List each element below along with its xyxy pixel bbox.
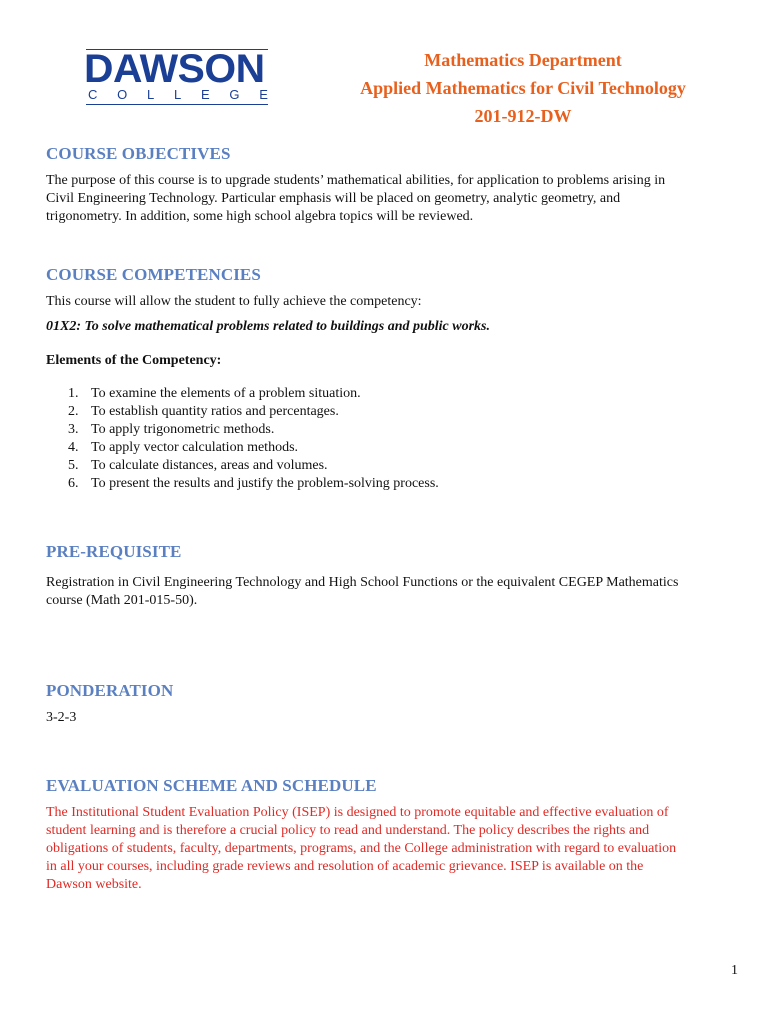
list-item: [46, 385, 726, 403]
text-line: Dawson website.: [46, 877, 142, 892]
list-item-text: To present the results and justify the problem-solving process.: [91, 476, 439, 491]
logo-wordmark: DAWSON: [84, 47, 265, 91]
list-item: [46, 403, 726, 421]
section-title-objectives: COURSE OBJECTIVES: [46, 144, 231, 163]
text-line: trigonometry. In addition, some high school algebra topics will be reviewed.: [46, 209, 474, 224]
logo-college-letters: [88, 88, 268, 102]
ponderation-value: 3-2-3: [46, 710, 77, 725]
logo-letter: L: [174, 87, 182, 102]
list-item-number: 5.: [68, 458, 79, 473]
logo-letter: E: [200, 87, 210, 102]
section-title-competencies: COURSE COMPETENCIES: [46, 265, 261, 284]
text-line: The purpose of this course is to upgrade students’ mathematical abilities, for application to problems arising in: [46, 173, 666, 188]
section-title-ponderation: PONDERATION: [46, 681, 174, 700]
list-item-number: 1.: [68, 386, 79, 401]
list-item-text: To calculate distances, areas and volumes.: [91, 458, 328, 473]
competency-statement: 01X2: To solve mathematical problems related to buildings and public works.: [46, 319, 491, 334]
logo-bottom-rule: [86, 104, 268, 105]
list-item-text: To examine the elements of a problem situation.: [91, 386, 361, 401]
department-heading: Mathematics Department: [424, 50, 622, 70]
logo-letter: C: [88, 87, 98, 102]
section-title-evaluation: EVALUATION SCHEME AND SCHEDULE: [46, 776, 377, 795]
elements-list: [46, 385, 726, 493]
text-line: course (Math 201-015-50).: [46, 593, 198, 608]
list-item: [46, 475, 726, 493]
text-line: Civil Engineering Technology. Particular emphasis will be placed on geometry, analytic geometry, and: [46, 191, 621, 206]
list-item-number: 2.: [68, 404, 79, 419]
list-item: [46, 457, 726, 475]
objectives-paragraph: [46, 172, 736, 226]
text-line: obligations of students, faculty, departments, programs, and the College administration with regard to evaluation: [46, 841, 677, 856]
course-title-heading: Applied Mathematics for Civil Technology: [360, 78, 686, 98]
dawson-college-logo: [84, 47, 270, 109]
list-item: [46, 421, 726, 439]
logo-letter: G: [229, 87, 240, 102]
page-number: 1: [731, 963, 738, 978]
text-line: The Institutional Student Evaluation Policy (ISEP) is designed to promote equitable and effective evaluation of: [46, 805, 669, 820]
section-title-prerequisite: PRE-REQUISITE: [46, 542, 182, 561]
text-line: Registration in Civil Engineering Technology and High School Functions or the equivalent CEGEP Mathematics: [46, 575, 679, 590]
list-item-text: To establish quantity ratios and percentages.: [91, 404, 339, 419]
list-item-number: 6.: [68, 476, 79, 491]
logo-letter: E: [259, 87, 268, 102]
list-item-text: To apply trigonometric methods.: [91, 422, 275, 437]
list-item-number: 3.: [68, 422, 79, 437]
prerequisite-paragraph: [46, 574, 736, 610]
logo-letter: L: [147, 87, 155, 102]
course-code-heading: 201-912-DW: [474, 106, 572, 126]
text-line: student learning and is therefore a crucial policy to read and understand. The policy describes the rights and: [46, 823, 650, 838]
list-item-text: To apply vector calculation methods.: [91, 440, 299, 455]
text-line: in all your courses, including grade reviews and resolution of academic grievance. ISEP is available on the: [46, 859, 644, 874]
evaluation-paragraph: [46, 804, 736, 894]
logo-letter: O: [117, 87, 128, 102]
list-item: [46, 439, 726, 457]
list-item-number: 4.: [68, 440, 79, 455]
competencies-intro: This course will allow the student to fully achieve the competency:: [46, 294, 422, 309]
elements-heading: Elements of the Competency:: [46, 353, 222, 368]
